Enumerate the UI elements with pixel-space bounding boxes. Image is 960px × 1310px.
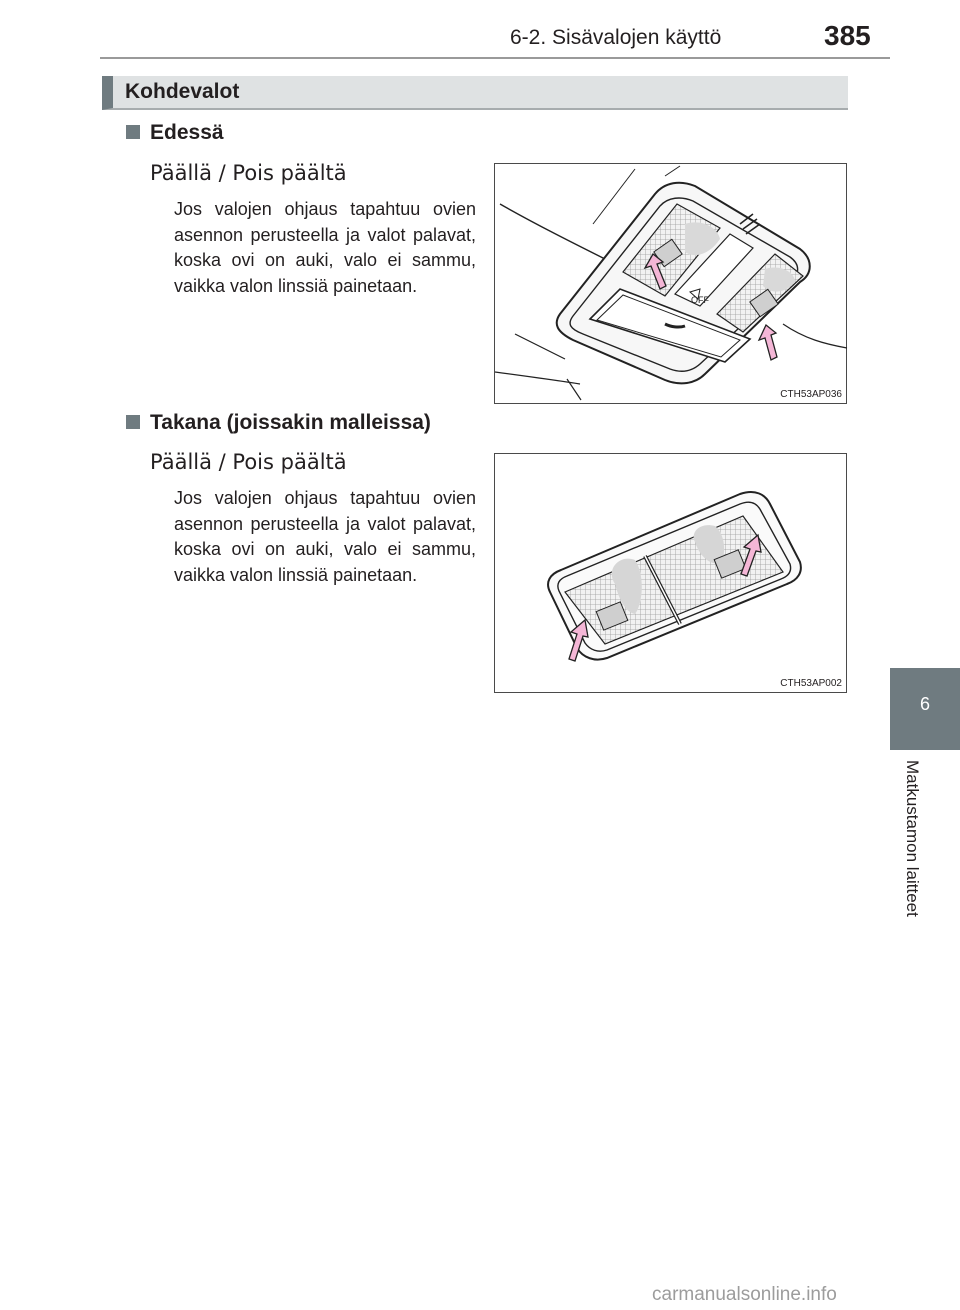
- square-bullet-icon: [126, 415, 140, 429]
- watermark: carmanualsonline.info: [652, 1284, 837, 1305]
- subheading-front-text: Edessä: [150, 121, 224, 144]
- header-rule: [100, 57, 890, 59]
- on-off-label-front: Päällä / Pois päältä: [150, 161, 347, 185]
- chapter-tab: [890, 668, 960, 750]
- figure-code-rear: CTH53AP002: [780, 678, 842, 689]
- subheading-rear-text: Takana (joissakin malleissa): [150, 411, 431, 434]
- subheading-front: [126, 121, 224, 145]
- running-header-section: 6-2. Sisävalojen käyttö: [510, 26, 722, 49]
- chapter-title-vertical: [892, 760, 932, 960]
- paragraph-front: Jos valojen ohjaus tapahtuu ovien asennon perusteella ja valot palavat, koska ovi on auki, valo ei sammu, vaikka valon linssiä painetaan.: [174, 199, 476, 296]
- figure-code-front: CTH53AP036: [780, 389, 842, 400]
- subheading-rear: [126, 411, 431, 435]
- paragraph-rear: Jos valojen ohjaus tapahtuu ovien asennon perusteella ja valot palavat, koska ovi on auki, valo ei sammu, vaikka valon linssiä painetaan.: [174, 488, 476, 585]
- figure-rear-spot-lights: [494, 453, 847, 693]
- chapter-number: 6: [919, 694, 930, 714]
- square-bullet-icon: [126, 125, 140, 139]
- front-console-illustration: [495, 164, 848, 405]
- rear-console-illustration: [495, 454, 848, 694]
- on-off-label-rear: Päällä / Pois päältä: [150, 450, 347, 474]
- chapter-title-text: Matkustamon laitteet: [903, 760, 922, 917]
- section-heading: [102, 76, 848, 110]
- section-heading-text: Kohdevalot: [125, 80, 240, 103]
- page-number: 385: [824, 20, 871, 51]
- switch-off-label: OFF: [691, 295, 709, 305]
- figure-front-spot-lights: [494, 163, 847, 404]
